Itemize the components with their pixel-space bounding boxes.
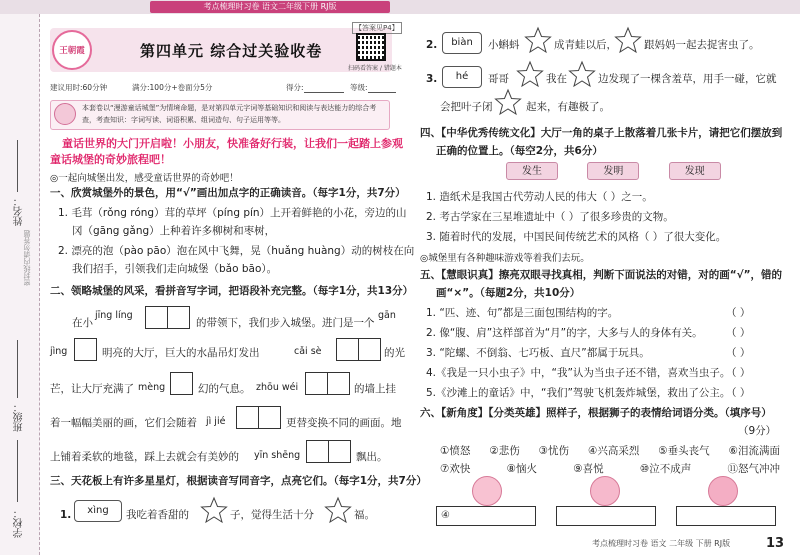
- time-limit: 建议用时:60分钟: [50, 83, 108, 92]
- school-label: 学校：: [14, 508, 25, 538]
- q1-line-3[interactable]: 2. 漂亮的泡（pào pāo）泡在风中飞舞，晃（huǎng huàng）动的树枝在向: [58, 245, 415, 257]
- q2-pinyin-caise: cǎi sè: [294, 346, 322, 357]
- qr-caption: 扫码看答案 / 错题本: [348, 65, 402, 72]
- q6-answer-sad[interactable]: [556, 506, 656, 526]
- opening-line-1: 童话世界的大门开启啦！小朋友，快准备好行装，让我们一起踏上参观: [62, 137, 403, 150]
- star-blank-icon[interactable]: [516, 60, 544, 88]
- q5-title: 五、【慧眼识真】擦亮双眼寻找真相，判断下面说法的对错，对的画“√”，错的: [420, 269, 783, 281]
- q2-text-9: 上铺着柔软的地毯，踩上去就会有美妙的: [50, 451, 239, 463]
- q2-box-3a[interactable]: [336, 338, 359, 361]
- q2-text-5: 幻的气息。: [198, 383, 251, 395]
- q2-box-6b[interactable]: [258, 406, 281, 429]
- q1-line-2[interactable]: 冈（gāng gǎng）上种着许多柳树和枣树，: [72, 225, 276, 237]
- q4-title: 四、【中华优秀传统文化】大厅一角的桌子上散落着几张卡片，请把它们摆放到: [420, 127, 783, 139]
- q2-box-7b[interactable]: [328, 440, 351, 463]
- q3-title: 三、天花板上有许多星星灯，根据读音写同音字，点亮它们。（每字1分，共7分）: [50, 475, 427, 487]
- q6-answer-happy[interactable]: ④: [436, 506, 536, 526]
- star-blank-icon[interactable]: [568, 60, 596, 88]
- qr-code-icon: [356, 33, 386, 61]
- q2-text-4: 芒，让大厅充满了: [50, 383, 134, 395]
- q3-line3-num: 3.: [426, 73, 438, 85]
- word-2: ②悲伤: [489, 445, 520, 457]
- q3-line3-e: 起来，有趣极了。: [526, 101, 610, 113]
- q5-answer-1[interactable]: （ ）: [726, 307, 751, 319]
- q5-answer-5[interactable]: （ ）: [726, 387, 751, 399]
- page-title: 第四单元 综合过关验收卷: [140, 42, 323, 60]
- q2-text-8: 更替变换不同的画面。地: [286, 417, 402, 429]
- q6-title: 六、【新角度】【分类英雄】照样子，根据狮子的表情给词语分类。（填序号）: [420, 407, 772, 419]
- q2-pinyin-jing: jìng: [50, 346, 68, 357]
- q3-line1-b: 子，觉得生活十分: [230, 509, 314, 521]
- q2-pinyin-yinsheng: yīn shēng: [254, 450, 301, 461]
- score-field[interactable]: [286, 82, 344, 93]
- top-band: [0, 0, 800, 14]
- q2-box-5a[interactable]: [305, 372, 328, 395]
- word-11: ⑪怒气冲冲: [727, 463, 780, 475]
- q2-box-6a[interactable]: [236, 406, 259, 429]
- star-blank-icon[interactable]: [494, 88, 522, 116]
- q2-text-xiao: 在小: [72, 317, 93, 329]
- q3-line3-b: 我在: [546, 73, 567, 85]
- q6-score: （9分）: [738, 425, 777, 437]
- q2-box-1b[interactable]: [167, 306, 190, 329]
- q2-pinyin-jingling: jīng líng: [95, 310, 133, 321]
- q3-pinyin-bian: biàn: [442, 32, 482, 54]
- q4-card-row: [506, 162, 721, 180]
- seal-text: 密封线内请勿答题: [23, 230, 31, 286]
- q4-sentence-1[interactable]: 1. 造纸术是我国古代劳动人民的伟大（ ）之一。: [426, 191, 653, 203]
- q5-answer-2[interactable]: （ ）: [726, 327, 751, 339]
- q5-answer-3[interactable]: （ ）: [726, 347, 751, 359]
- q6-word-row-2: [440, 462, 780, 476]
- q2-box-2[interactable]: [74, 338, 97, 361]
- q2-pinyin-meng: mèng: [138, 382, 166, 393]
- card-faxian[interactable]: 发现: [669, 162, 721, 180]
- word-4: ④兴高采烈: [587, 445, 640, 457]
- q2-pinyin-zhouwei: zhōu wéi: [256, 382, 299, 393]
- q2-text-1: 的带领下，我们步入城堡。进门是一个: [196, 317, 375, 329]
- brand-logo: 王朝霞: [52, 30, 92, 70]
- star-blank-icon[interactable]: [200, 496, 228, 524]
- answer-ref: 【答案见P4】: [352, 22, 402, 34]
- top-band-label: 考点梳理时习卷 语文二年级下册 RJ版: [150, 1, 390, 13]
- star-blank-icon[interactable]: [324, 496, 352, 524]
- card-faming[interactable]: 发明: [587, 162, 639, 180]
- school-line[interactable]: [17, 440, 18, 502]
- q5-item-1: 1. “匹、迹、句”都是三面包围结构的字。: [426, 307, 619, 319]
- section-hint-2: ◎城堡里有各种趣味游戏等着我们去玩。: [420, 253, 590, 264]
- q2-title: 二、领略城堡的风采，看拼音写字词，把语段补充完整。（每字1分，共13分）: [50, 285, 414, 297]
- q4-sentence-3[interactable]: 3. 随着时代的发展，中国民间传统艺术的风格（ ）了很大变化。: [426, 231, 727, 243]
- page-number: 13: [766, 536, 785, 551]
- word-3: ③忧伤: [538, 445, 570, 457]
- class-line[interactable]: [17, 340, 18, 398]
- opening-line-2: 童话城堡的奇妙旅程吧！: [50, 153, 171, 166]
- star-blank-icon[interactable]: [524, 26, 552, 54]
- q2-text-3: 的光: [384, 347, 405, 359]
- q5-item-4: 4.《我是一只小虫子》中，“我”认为当虫子还不错，喜欢当虫子。: [426, 367, 731, 379]
- grade-field[interactable]: [350, 82, 396, 93]
- q2-pinyin-jijie: jì jié: [206, 416, 226, 427]
- word-5: ⑤垂头丧气: [658, 445, 710, 457]
- q2-text-7: 着一幅幅美丽的画，它们会随着: [50, 417, 197, 429]
- q3-line3-a: 哥哥: [488, 73, 509, 85]
- word-10: ⑩泣不成声: [639, 463, 692, 475]
- star-blank-icon[interactable]: [614, 26, 642, 54]
- q2-box-5b[interactable]: [327, 372, 350, 395]
- q3-pinyin-xing: xìng: [74, 500, 122, 522]
- mascot-avatar: [54, 103, 76, 125]
- footer-text: 考点梳理时习卷 语文 二年级 下册 RJ版: [592, 539, 731, 548]
- q3-line2-c: 跟妈妈一起去捉害虫了。: [644, 39, 760, 51]
- q2-box-4[interactable]: [170, 372, 193, 395]
- q3-line1-c: 福。: [354, 509, 375, 521]
- q4-sentence-2[interactable]: 2. 考古学家在三星堆遗址中（ ）了很多珍贵的文物。: [426, 211, 674, 223]
- word-6: ⑥泪流满面: [728, 445, 780, 457]
- q1-title: 一、欣赏城堡外的景色，用“√”画出加点字的正确读音。（每字1分，共7分）: [50, 187, 406, 199]
- q3-line2-b: 成青蛙以后，: [554, 39, 617, 51]
- q5-answer-4[interactable]: （ ）: [726, 367, 751, 379]
- sidebar: [0, 14, 40, 555]
- q3-line3-c: 边发现了一棵含羞草，用手一碰，它就: [598, 73, 777, 85]
- word-9: ⑨喜悦: [573, 463, 604, 475]
- card-fasheng[interactable]: 发生: [506, 162, 558, 180]
- lion-sad-icon: [590, 476, 620, 506]
- q6-answer-angry[interactable]: [676, 506, 776, 526]
- name-line[interactable]: [17, 140, 18, 192]
- section-hint-1: ◎一起向城堡出发，感受童话世界的奇妙吧！: [50, 173, 239, 184]
- lion-happy-icon: [472, 476, 502, 506]
- q4-title-2: 正确的位置上。（每空2分，共6分）: [436, 145, 603, 157]
- word-1: ①愤怒: [440, 445, 471, 457]
- q2-box-7a[interactable]: [306, 440, 329, 463]
- score-label: 得分:: [286, 83, 304, 92]
- q5-title-2: 画“×”。（每题2分，共10分）: [436, 287, 581, 299]
- q3-line3-d: 会把叶子闭: [440, 101, 493, 113]
- grade-label: 等级:: [350, 83, 368, 92]
- q3-line2-a: 小蝌蚪: [488, 39, 520, 51]
- q5-item-3: 3. “陀螺、不倒翁、七巧板、直尺”都属于玩具。: [426, 347, 650, 359]
- q3-pinyin-he: hé: [442, 66, 482, 88]
- q1-line-4[interactable]: 我们招手，引领我们走向城堡（bǎo bāo）。: [72, 263, 278, 275]
- name-label: 姓名：: [14, 196, 25, 226]
- q2-box-3b[interactable]: [358, 338, 381, 361]
- score-info: 满分:100分+卷面分5分: [132, 83, 213, 92]
- q2-text-10: 飘出。: [356, 451, 388, 463]
- intro-text: 本套卷以“漫游童话城堡”为情境命题，是对第四单元字词等基础知识和阅读与表达能力的综合考查，考查知识：字词写读、词语积累、组词造句、句子运用等等。: [82, 104, 377, 124]
- q2-pinyin-gan: gān: [378, 310, 396, 321]
- q1-line-1[interactable]: 1. 毛茸（rǒng róng）茸的草坪（píng pín）上开着鲜艳的小花，旁边的山: [58, 207, 407, 219]
- q2-text-2: 明亮的大厅，巨大的水晶吊灯发出: [102, 347, 260, 359]
- q3-line1-num: 1.: [60, 509, 72, 521]
- class-label: 班级：: [14, 402, 25, 432]
- q2-text-6: 的墙上挂: [354, 383, 396, 395]
- lion-angry-icon: [708, 476, 738, 506]
- q3-line1-a: 我吃着香甜的: [126, 509, 189, 521]
- q2-box-1a[interactable]: [145, 306, 168, 329]
- q6-word-row-1: [440, 444, 780, 458]
- q5-item-2: 2. 像“腹、肩”这样部首为“月”的字，大多与人的身体有关。: [426, 327, 703, 339]
- word-8: ⑧恼火: [506, 463, 538, 475]
- q5-item-5: 5.《沙滩上的童话》中，“我们”驾驶飞机轰炸城堡，救出了公主。: [426, 387, 731, 399]
- q3-line2-num: 2.: [426, 39, 438, 51]
- word-7: ⑦欢快: [440, 463, 471, 475]
